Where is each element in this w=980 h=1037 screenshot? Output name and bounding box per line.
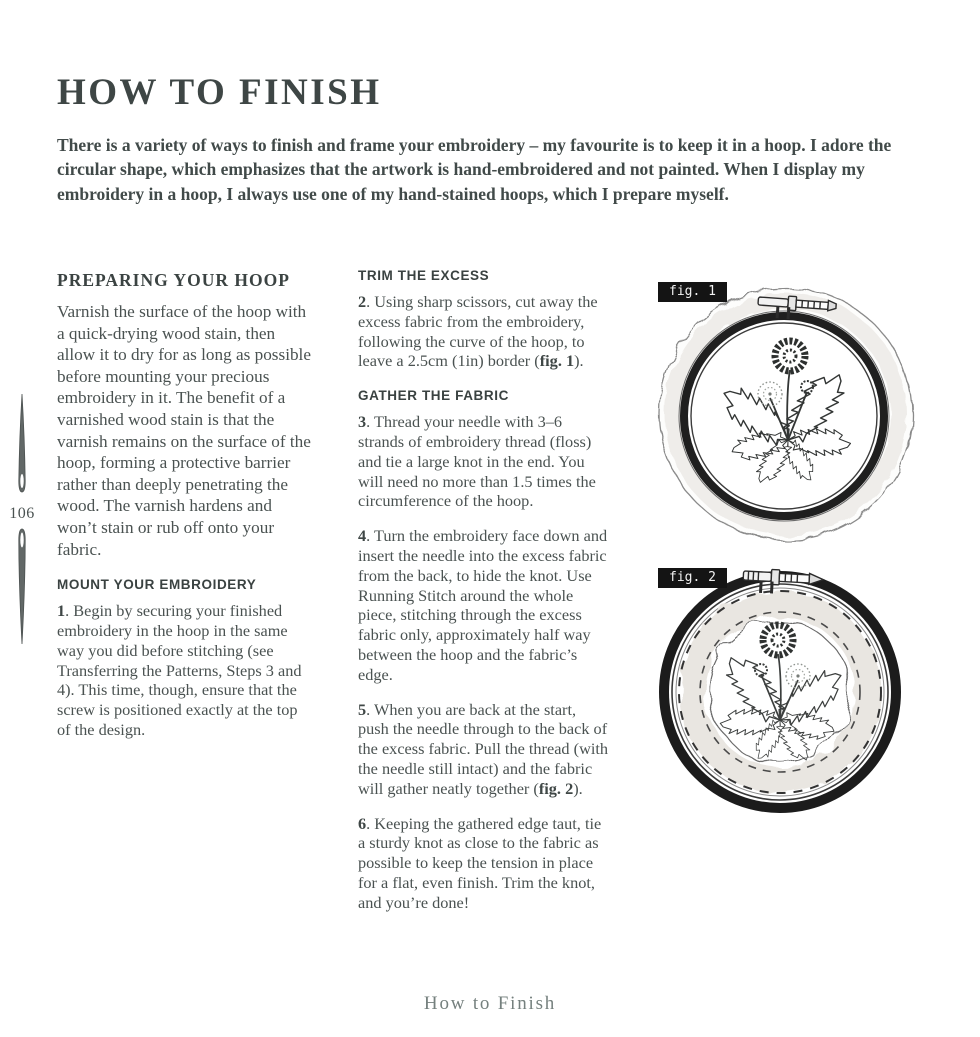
step-number: 2 <box>358 292 367 311</box>
subsection-heading-trim: TRIM THE EXCESS <box>358 268 490 283</box>
page-number: 106 <box>9 505 35 522</box>
figure-label: fig. 1 <box>658 282 727 302</box>
step-number: 1 <box>57 601 66 621</box>
step-5 <box>358 700 608 799</box>
step-text: . Thread your needle with 3–6 strands of embroidery thread (floss) and tie a large knot in the end. You will need no more than 1.5 times the circumference of the hoop. <box>358 412 596 511</box>
running-footer: How to Finish <box>423 993 557 1014</box>
page-title: HOW TO FINISH <box>57 72 382 113</box>
step-number: 3 <box>358 412 367 432</box>
needle-icon <box>12 528 32 646</box>
step-text: . Begin by securing your finished embroidery in the hoop in the same way you did before stitching (see Transferring the Patterns, Steps 3 and 4). This time, though, ensure that the screw is positioned exactly at the top of the design. <box>57 601 302 739</box>
needle-icon <box>12 393 32 503</box>
step-4 <box>358 526 608 684</box>
step-text: . Using sharp scissors, cut away the excess fabric from the embroidery, following the curve of the hoop, to leave a 2.5cm (1in) border ( <box>358 292 598 371</box>
figure-reference: fig. 1 <box>539 351 575 371</box>
step-text: . Keeping the gathered edge taut, tie a sturdy knot as close to the fabric as possible to keep the tension in place for a flat, even finish. Trim the knot, and you’re done! <box>358 813 602 912</box>
section-heading: PREPARING YOUR HOOP <box>57 270 290 290</box>
step-2 <box>358 292 608 371</box>
step-text: . When you are back at the start, push the needle through to the back of the excess fabric. Pull the thread (with the needle still intact) and the fabric will gather neatly together ( <box>358 699 609 798</box>
section-finishing-steps <box>358 268 608 928</box>
intro-paragraph: There is a variety of ways to finish and frame your embroidery – my favourite is to keep it in a hoop. I adore the circular shape, which emphasizes that the artwork is hand-embroidered and not painted. When I display my embroidery in a hoop, I always use one of my hand-stained hoops, which I prepare myself. <box>57 135 892 204</box>
embroidery-hoop-front-illustration <box>655 276 923 556</box>
subsection-heading-gather: GATHER THE FABRIC <box>358 388 509 404</box>
step-number: 5 <box>358 699 367 719</box>
step-text: ). <box>574 351 584 371</box>
figure-2 <box>652 562 920 838</box>
step-text: . Turn the embroidery face down and insert the needle into the excess fabric from the back, to hide the knot. Use Running Stitch around the whole piece, stitching through the excess fabric only, approximately half way between the hoop and the fabric’s edge. <box>358 526 608 684</box>
step-number: 6 <box>358 813 367 833</box>
step-1 <box>57 601 315 740</box>
section-preparing-your-hoop <box>57 270 315 755</box>
figure-reference: fig. 2 <box>538 778 574 798</box>
step-text: ). <box>573 778 583 798</box>
figure-label: fig. 2 <box>658 568 727 588</box>
subsection-heading-mount: MOUNT YOUR EMBROIDERY <box>57 577 257 593</box>
step-number: 4 <box>358 526 367 546</box>
step-3 <box>358 412 608 511</box>
figure-1 <box>655 276 923 556</box>
embroidery-hoop-back-illustration <box>652 562 920 838</box>
step-6 <box>358 814 608 913</box>
paragraph-varnish: Varnish the surface of the hoop with a quick-drying wood stain, then allow it to dry for as long as possible before mounting your precious embroidery in it. The benefit of a varnished wood stain is that the varnish remains on the surface of the hoop, forming a protective barrier rather than deeply penetrating the wood. The varnish hardens and won’t stain or rub off onto your fabric. <box>57 302 311 559</box>
